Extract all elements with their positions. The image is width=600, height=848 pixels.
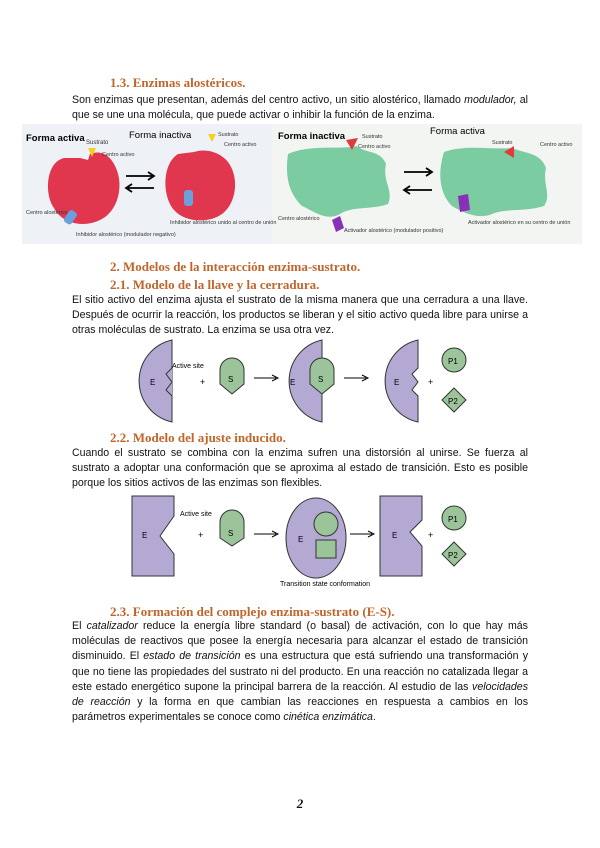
label-centro-activo: Centro activo [102, 152, 135, 158]
enzyme-if-label-3: E [392, 531, 398, 540]
substrate-label-2: S [318, 375, 324, 384]
enzyme-if-label-1: E [142, 531, 148, 540]
inactive-enzyme-green [287, 146, 390, 217]
right-title-inactive: Forma inactiva [278, 131, 346, 142]
paragraph-induced-fit: Cuando el sustrato se combina con la enzima sufren una distorsión al unirse. Se fuerza al sustrato a adoptar una conformación que se aproxima al estado de transición. Esto es posible porque los sitios activos de las enzimas son flexibles. [72, 447, 528, 490]
left-title-inactive: Forma inactiva [129, 130, 192, 141]
substrate-if [220, 510, 244, 546]
label-sustrato-r2: Sustrato [492, 140, 513, 146]
plus-1: + [200, 377, 206, 387]
label-centro-activo-r: Centro activo [358, 144, 391, 150]
label-union-r: Activador alostérico en su centro de unión [468, 220, 571, 226]
heading-1-3: 1.3. Enzimas alostéricos. [110, 75, 246, 90]
label-sustrato: Sustrato [86, 140, 109, 146]
active-enzyme-green [440, 148, 547, 216]
inhibitor-bound-blue [184, 190, 193, 206]
product-if-1-label: P1 [448, 515, 458, 524]
enzyme-1 [139, 340, 172, 422]
active-site-label: Active site [172, 363, 204, 370]
heading-2-3: 2.3. Formación del complejo enzima-sustrato (E-S). [110, 604, 395, 619]
plus-if-2: + [428, 530, 434, 540]
substrate-transition-2 [316, 540, 336, 558]
plus-2: + [428, 377, 434, 387]
enzyme-if-label-2: E [298, 535, 304, 544]
paragraph-lock-key: El sitio activo del enzima ajusta el sustrato de la misma manera que una cerradura a una llave. Después de ocurrir la reacción, los productos se liberan y el sitio activo queda libre para unirse a otras moléculas de sustrato. La enzima se usa otra vez. [72, 294, 528, 337]
substrate-transition-1 [314, 512, 338, 536]
label-centro-activo-2: Centro activo [224, 142, 257, 148]
substrate-label-1: S [228, 375, 234, 384]
plus-if-1: + [198, 530, 204, 540]
lock-key-figure [132, 338, 468, 424]
activator-bound-purple [458, 194, 470, 212]
label-inhibidor: Inhibidor alostérico (modulador negativo) [76, 232, 176, 238]
heading-2: 2. Modelos de la interacción enzima-sustrato. [110, 259, 361, 274]
enzyme-label-3: E [394, 378, 400, 387]
product-1-label: P1 [448, 357, 458, 366]
product-2-label: P2 [448, 397, 458, 406]
heading-2-1: 2.1. Modelo de la llave y la cerradura. [110, 277, 320, 292]
enzyme-label-2: E [290, 378, 296, 387]
label-sustrato-r: Sustrato [362, 134, 383, 140]
enzyme-label-1: E [150, 378, 156, 387]
transition-label: Transition state conformation [280, 581, 371, 588]
heading-2-2: 2.2. Modelo del ajuste inducido. [110, 430, 286, 445]
label-centro-activo-r2: Centro activo [540, 142, 573, 148]
label-activador: Activador alostérico (modulador positivo) [344, 228, 444, 234]
paragraph-allosteric: Son enzimas que presentan, además del centro activo, un sitio alostérico, llamado modulador, al que se une una molécula, que puede activar o inhibir la función de la enzima. [72, 94, 528, 122]
label-centro-alosterico-r: Centro alostérico [278, 216, 320, 222]
substrate-if-label: S [228, 529, 234, 538]
induced-fit-figure [130, 494, 470, 598]
enzyme-3 [385, 340, 418, 422]
left-title-active: Forma activa [26, 133, 85, 144]
right-title-active: Forma activa [430, 126, 485, 137]
label-union: Inhibidor alostérico unido al centro de unión [170, 220, 277, 226]
label-centro-alosterico: Centro alostérico [26, 210, 68, 216]
allosteric-figure [22, 124, 582, 244]
label-sustrato-2: Sustrato [218, 132, 239, 138]
paragraph-es-complex: El catalizador reduce la energía libre standard (o basal) de activación, con lo que hay más moléculas de reactivos que posee la energía necesaria para alcanzar el estado de transición disminuido. El estado de transición es una estructura que está sufriendo una transformación y que no tiene las propiedades del sustrato ni del producto. En una reacción no catalizada llegar a este estado energético supone la principal barrera de la reacción. Al estudio de las velocidades de reacción y la forma en que cambian las reacciones en respuesta a cambios en los parámetros experimentales se conoce como cinética enzimática. [72, 620, 528, 724]
inactive-enzyme-red [165, 150, 235, 220]
product-if-2-label: P2 [448, 551, 458, 560]
enzyme-if-2 [286, 498, 346, 578]
enzyme-if-3 [380, 496, 422, 576]
page-number: 2 [296, 796, 304, 811]
active-site-label-if: Active site [180, 511, 212, 518]
enzyme-if-1 [132, 496, 174, 576]
